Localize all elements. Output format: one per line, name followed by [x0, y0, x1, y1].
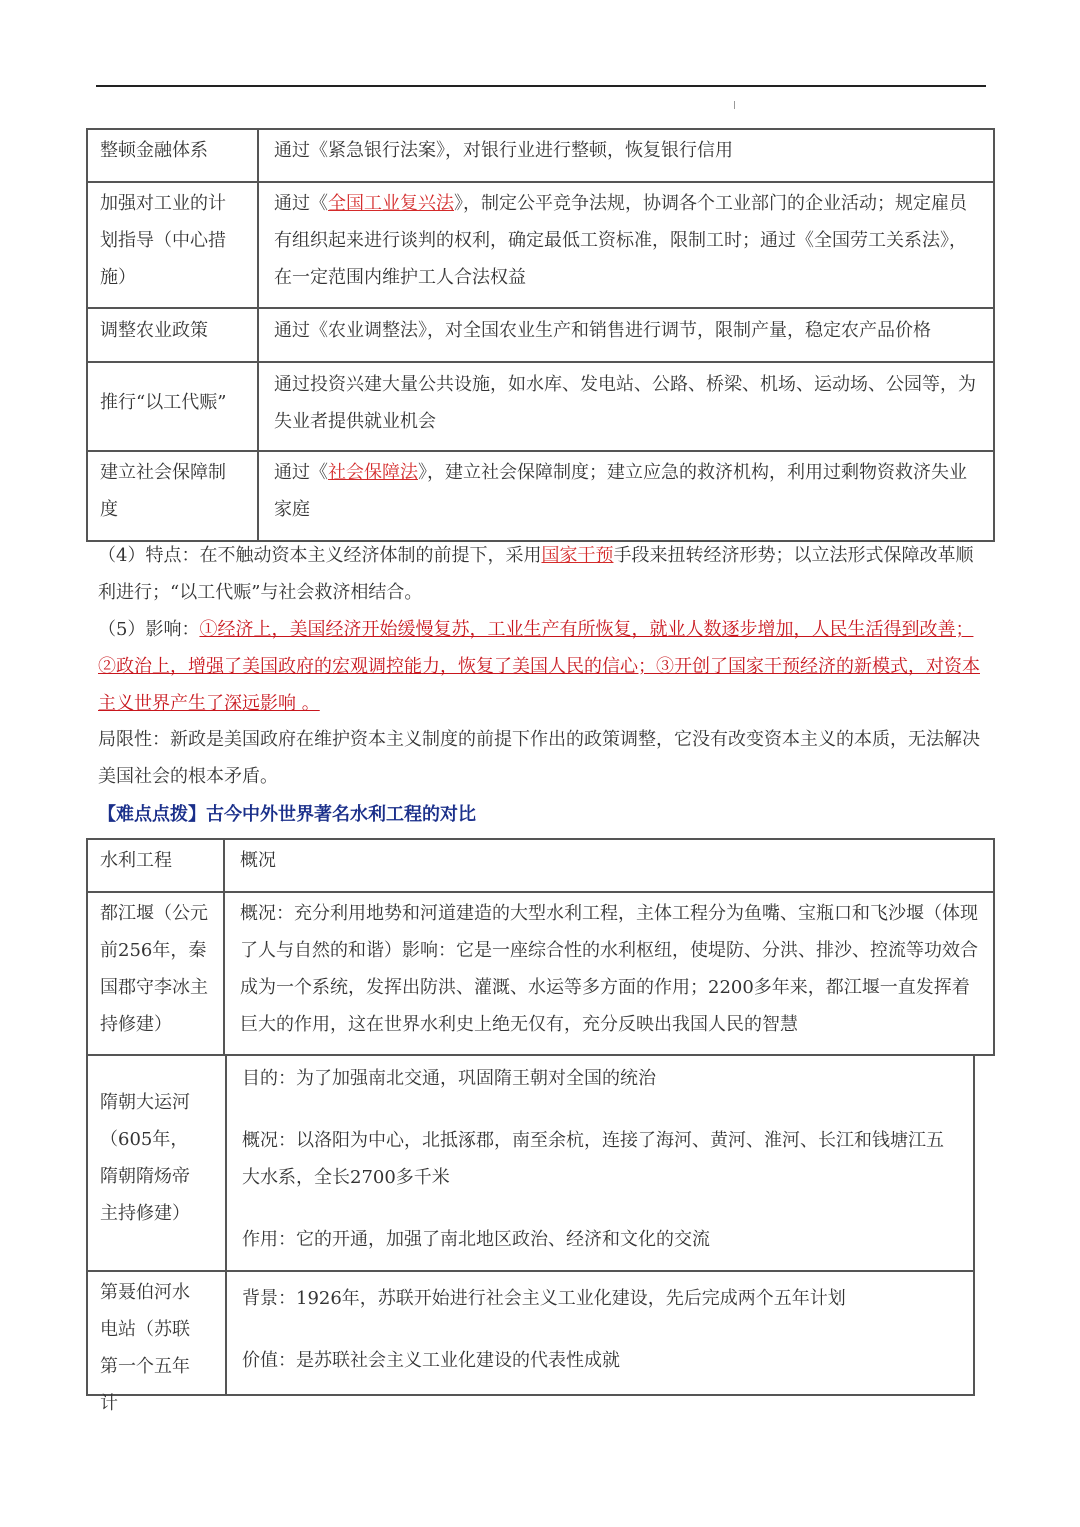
table-row-content: 通过《农业调整法》，对全国农业生产和销售进行调节，限制产量，稳定农产品价格 [274, 320, 931, 341]
highlight-state-intervention: 国家干预 [541, 545, 614, 566]
table-row-label: 建立社会保障制度 [100, 462, 226, 520]
table-row-label: 推行“以工代赈” [100, 392, 227, 413]
highlight-law: 全国工业复兴法 [328, 193, 454, 214]
table-row-content: 通过投资兴建大量公共设施，如水库、发电站、公路、桥梁、机场、运动场、公园等，为失业者提供就业机会 [274, 374, 976, 432]
highlight-law: 社会保障法 [328, 462, 418, 483]
table-row-label: 都江堰（公元前256年，秦国郡守李冰主持修建） [100, 903, 208, 1035]
top-rule [96, 85, 986, 87]
water-projects-table-cont [86, 1054, 975, 1414]
impact-text: ①经济上，美国经济开始缓慢复苏，工业生产有所恢复，就业人数逐步增加，人民生活得到改善；②政治上，增强了美国政府的宏观调控能力，恢复了美国人民的信心；③开创了国家干预经济的新模式，对资本主义世界产生了深远影响 。 [98, 619, 980, 714]
table-row-label: 整顿金融体系 [100, 140, 208, 161]
section-heading: 【难点点拨】古今中外世界著名水利工程的对比 [98, 804, 476, 825]
table-row-label: 第聂伯河水电站（苏联第一个五年计 [100, 1282, 190, 1414]
impact-paragraph [98, 611, 988, 722]
new-deal-measures-table [86, 128, 995, 542]
features-paragraph: （4）特点：在不触动资本主义经济体制的前提下，采用国家干预手段来扭转经济形势；以立法形式保障改革顺利进行；“以工代赈”与社会救济相结合。 [98, 545, 974, 603]
table-row-content: 通过《紧急银行法案》，对银行业进行整顿，恢复银行信用 [274, 140, 733, 161]
table-row-content: 概况：充分利用地势和河道建造的大型水利工程，主体工程分为鱼嘴、宝瓶口和飞沙堰（体现了人与自然的和谐）影响：它是一座综合性的水利枢纽，使堤防、分洪、排沙、控流等功效合成为一个系统，发挥出防洪、灌溉、水运等多方面的作用；2200多年来，都江堰一直发挥着巨大的作用，这在世界水利史上绝无仅有，充分反映出我国人民的智慧 [240, 903, 978, 1035]
table-row-label: 隋朝大运河（605年，隋朝隋炀帝主持修建） [100, 1092, 190, 1224]
table-row-content: 目的：为了加强南北交通，巩固隋王朝对全国的统治 概况：以洛阳为中心，北抵涿郡，南至余杭，连接了海河、黄河、淮河、长江和钱塘江五大水系，全长2700多千米 作用：它的开通，加强了南北地区政治、经济和文化的交流 [242, 1068, 944, 1250]
table-row-content: 背景：1926年，苏联开始进行社会主义工业化建设，先后完成两个五年计划 价值：是苏联社会主义工业化建设的代表性成就 [242, 1288, 846, 1371]
table-header-project: 水利工程 [100, 850, 172, 871]
table-row-label: 调整农业政策 [100, 320, 208, 341]
table-row-content: 通过《社会保障法》，建立社会保障制度；建立应急的救济机构，利用过剩物资救济失业家庭 [274, 462, 967, 520]
limitation-paragraph: 局限性：新政是美国政府在维护资本主义制度的前提下作出的政策调整，它没有改变资本主义的本质，无法解决美国社会的根本矛盾。 [98, 729, 980, 787]
table-row-label: 加强对工业的计划指导（中心措施） [100, 193, 226, 288]
impact-label: （5）影响： [98, 619, 200, 640]
table-header-overview: 概况 [240, 850, 276, 871]
header-tick-mark [734, 101, 735, 109]
water-projects-table [86, 838, 995, 1056]
table-row-content: 通过《全国工业复兴法》，制定公平竞争法规，协调各个工业部门的企业活动；规定雇员有组织起来进行谈判的权利，确定最低工资标准，限制工时；通过《全国劳工关系法》，在一定范围内维护工人合法权益 [274, 193, 967, 288]
